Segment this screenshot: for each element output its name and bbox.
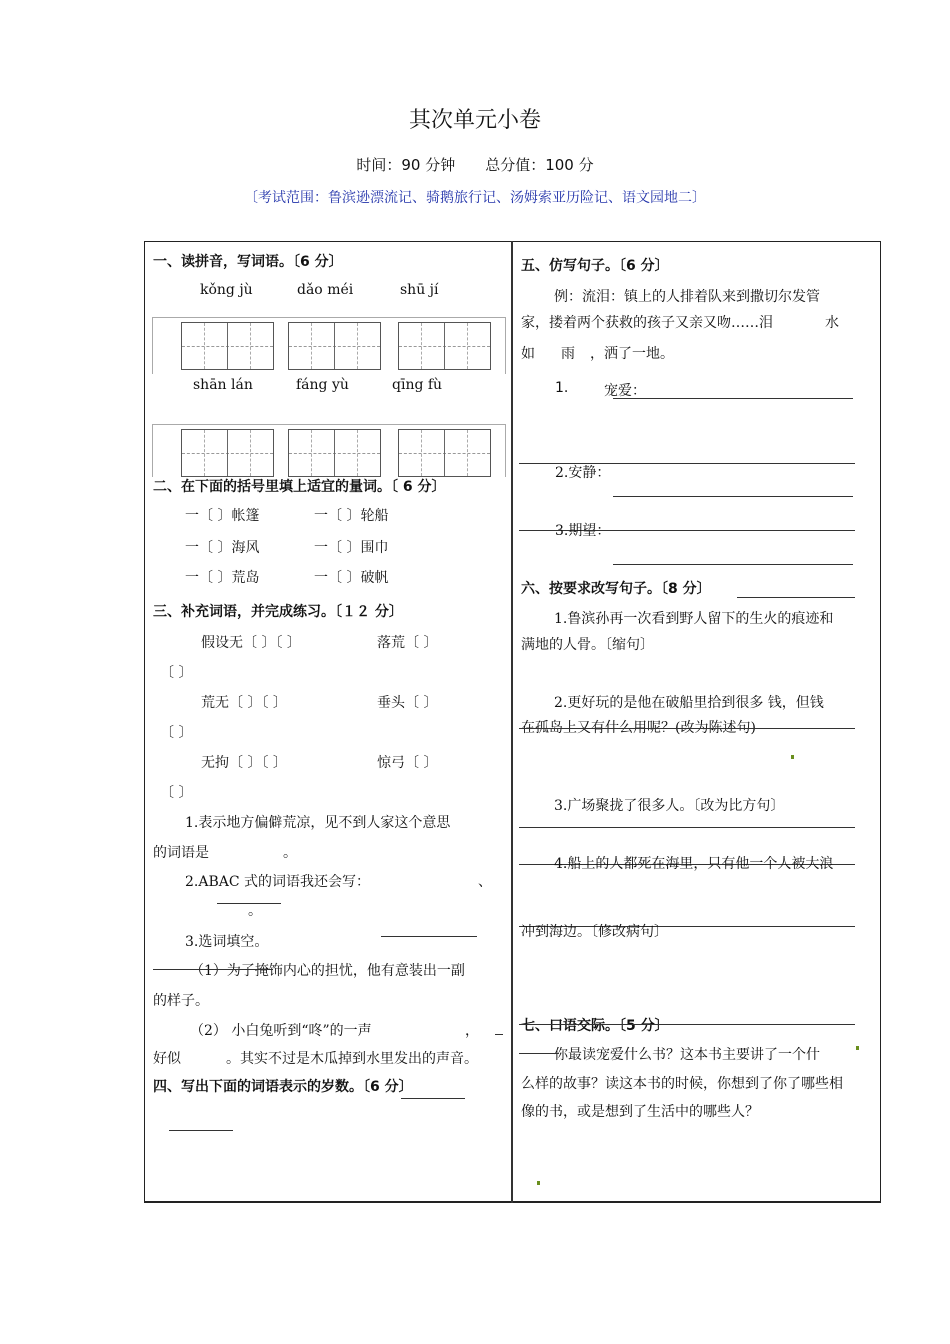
s6-q4-line2: 冲到海边。〔修改病句〕 <box>521 924 668 940</box>
answer-line-q3-2[interactable] <box>495 1034 503 1035</box>
idiom-2-tail: 〔 〕 <box>160 665 193 681</box>
s5-item-3: 3.期望： <box>555 523 611 539</box>
answer-line-6-2[interactable] <box>519 728 855 729</box>
s3-q1-line1: 1.表示地方偏僻荒凉，见不到人家这个意思 <box>185 815 451 831</box>
pinyin-3: shū jí <box>400 282 439 298</box>
section-6-heading: 六、按要求改写句子。〔8 分〕 <box>521 581 711 597</box>
section-4-heading: 四、写出下面的词语表示的岁数。〔6 分〕 <box>153 1079 413 1095</box>
answer-line-5-2[interactable] <box>613 496 853 497</box>
s5-item-2: 2.安静： <box>555 465 611 481</box>
exam-info <box>0 154 950 175</box>
s5-example-line3c: ，洒了一地。 <box>590 346 674 362</box>
s7-paragraph-line3: 像的书，或是想到了生活中的哪些人？ <box>521 1104 759 1120</box>
idiom-1: 假设无〔 〕〔 〕 <box>201 635 301 651</box>
s3-q2-end: 。 <box>248 903 262 919</box>
s5-example-line3b: 雨 <box>561 346 575 362</box>
s6-q2-line2: 在孤岛上又有什么用呢？(改为陈述句) <box>521 720 756 736</box>
pinyin-5: fáng yù <box>296 377 349 393</box>
writing-grid-3[interactable] <box>398 322 491 370</box>
s6-q4-line1: 4.船上的人都死在海里，只有他一个人被大浪 <box>554 856 834 872</box>
s5-item-1: 宠爱： <box>604 383 646 399</box>
strike-line-q3-1 <box>153 969 273 970</box>
s3-q3-2-comma: ， <box>465 1023 479 1039</box>
s6-q1-line1: 1.鲁滨孙再一次看到野人留下的生火的痕迹和 <box>554 611 834 627</box>
s3-q3-2-line1: （2） 小白兔听到“咚”的一声 <box>190 1023 372 1039</box>
s3-q1-end: 。 <box>283 845 297 861</box>
s3-q3-1-line1: （1）为了掩饰内心的担忧，他有意装出一副 <box>190 963 465 979</box>
section-5-heading: 五、仿写句子。〔6 分〕 <box>521 258 669 274</box>
measure-word-3: 一〔 〕海风 <box>185 540 260 556</box>
section-1-heading: 一、读拼音，写词语。〔6 分〕 <box>153 254 343 270</box>
measure-word-6: 一〔 〕破帆 <box>314 570 389 586</box>
s7-paragraph-line2: 么样的故事？读这本书的时候，你想到了你了哪些相 <box>521 1076 843 1092</box>
answer-line-s4-a[interactable] <box>401 1098 465 1099</box>
s5-example-line3a: 如 <box>521 346 535 362</box>
divider-line-6 <box>737 597 855 598</box>
measure-word-5: 一〔 〕荒岛 <box>185 570 260 586</box>
speck-mark <box>791 755 794 759</box>
divider-line-7 <box>519 1024 855 1025</box>
idiom-2: 落荒〔 〕 <box>377 635 438 651</box>
speck-mark-2 <box>856 1046 859 1050</box>
answer-line-5-3[interactable] <box>613 564 853 565</box>
exam-total: 总分值：100 分 <box>485 156 594 174</box>
answer-line-q3[interactable] <box>381 936 477 937</box>
measure-word-2: 一〔 〕轮船 <box>314 508 389 524</box>
idiom-4-tail: 〔 〕 <box>160 725 193 741</box>
s3-q3-2-line2b: 。其实不过是木瓜掉到水里发出的声音。 <box>226 1051 478 1067</box>
answer-line-5-1[interactable] <box>613 398 853 399</box>
s7-paragraph-line1: 你最读宠爱什么书？这本书主要讲了一个什 <box>554 1047 820 1063</box>
section-3-heading: 三、补充词语，并完成练习。〔１２ 分〕 <box>153 604 403 620</box>
s3-q2-line1: 2.ABAC 式的词语我还会写： <box>185 874 371 890</box>
s3-q2-sep: 、 <box>478 874 492 890</box>
s5-item-1-num: 1. <box>555 380 569 396</box>
idiom-6: 惊弓〔 〕 <box>377 755 438 771</box>
idiom-5: 无拘〔 〕〔 〕 <box>201 755 287 771</box>
idiom-6-tail: 〔 〕 <box>160 785 193 801</box>
exam-time: 时间：90 分钟 <box>356 156 456 174</box>
section-2-heading: 二、在下面的括号里填上适宜的量词。〔 6 分〕 <box>153 479 446 495</box>
s6-q1-line2: 满地的人骨。〔缩句〕 <box>521 637 654 653</box>
exam-scope: 〔考试范围：鲁滨逊漂流记、骑鹅旅行记、汤姆索亚历险记、语文园地二〕 <box>244 190 706 206</box>
s5-example-line2: 家，搂着两个获救的孩子又亲又吻……泪 <box>521 315 773 331</box>
measure-word-4: 一〔 〕围巾 <box>314 540 389 556</box>
writing-grid-5[interactable] <box>288 429 381 477</box>
pinyin-4: shān lán <box>193 377 253 393</box>
strike-line-7 <box>519 1053 559 1054</box>
s6-q3: 3.广场聚拢了很多人。〔改为比方句〕 <box>554 798 785 814</box>
s6-q2-line1: 2.更好玩的是他在破船里拾到很多 钱，但钱 <box>554 695 824 711</box>
s3-q3-1-line2: 的样子。 <box>153 993 209 1009</box>
s3-q3: 3.选词填空。 <box>185 934 269 950</box>
answer-line-s4-b[interactable] <box>169 1130 233 1131</box>
s5-example-line2b: 水 <box>825 315 839 331</box>
s5-example-line1: 例：流泪：镇上的人排着队来到撒切尔发管 <box>554 289 820 305</box>
column-divider <box>511 241 513 1203</box>
pinyin-6: qīng fù <box>392 377 443 393</box>
writing-grid-1[interactable] <box>181 322 274 370</box>
measure-word-1: 一〔 〕帐篷 <box>185 508 260 524</box>
idiom-4: 垂头〔 〕 <box>377 695 438 711</box>
speck-mark-3 <box>537 1181 540 1185</box>
writing-grid-4[interactable] <box>181 429 274 477</box>
s3-q3-2-line2: 好似 <box>153 1051 181 1067</box>
writing-grid-6[interactable] <box>398 429 491 477</box>
writing-grid-2[interactable] <box>288 322 381 370</box>
answer-line-6-3[interactable] <box>519 827 855 828</box>
page-title: 其次单元小卷 <box>408 108 541 133</box>
pinyin-1: kǒng jù <box>200 282 253 298</box>
s3-q1-line2: 的词语是 <box>153 845 209 861</box>
pinyin-2: dǎo méi <box>297 282 354 298</box>
idiom-3: 荒无〔 〕〔 〕 <box>201 695 287 711</box>
section-7-heading: 七、口语交际。〔5 分〕 <box>521 1018 669 1034</box>
